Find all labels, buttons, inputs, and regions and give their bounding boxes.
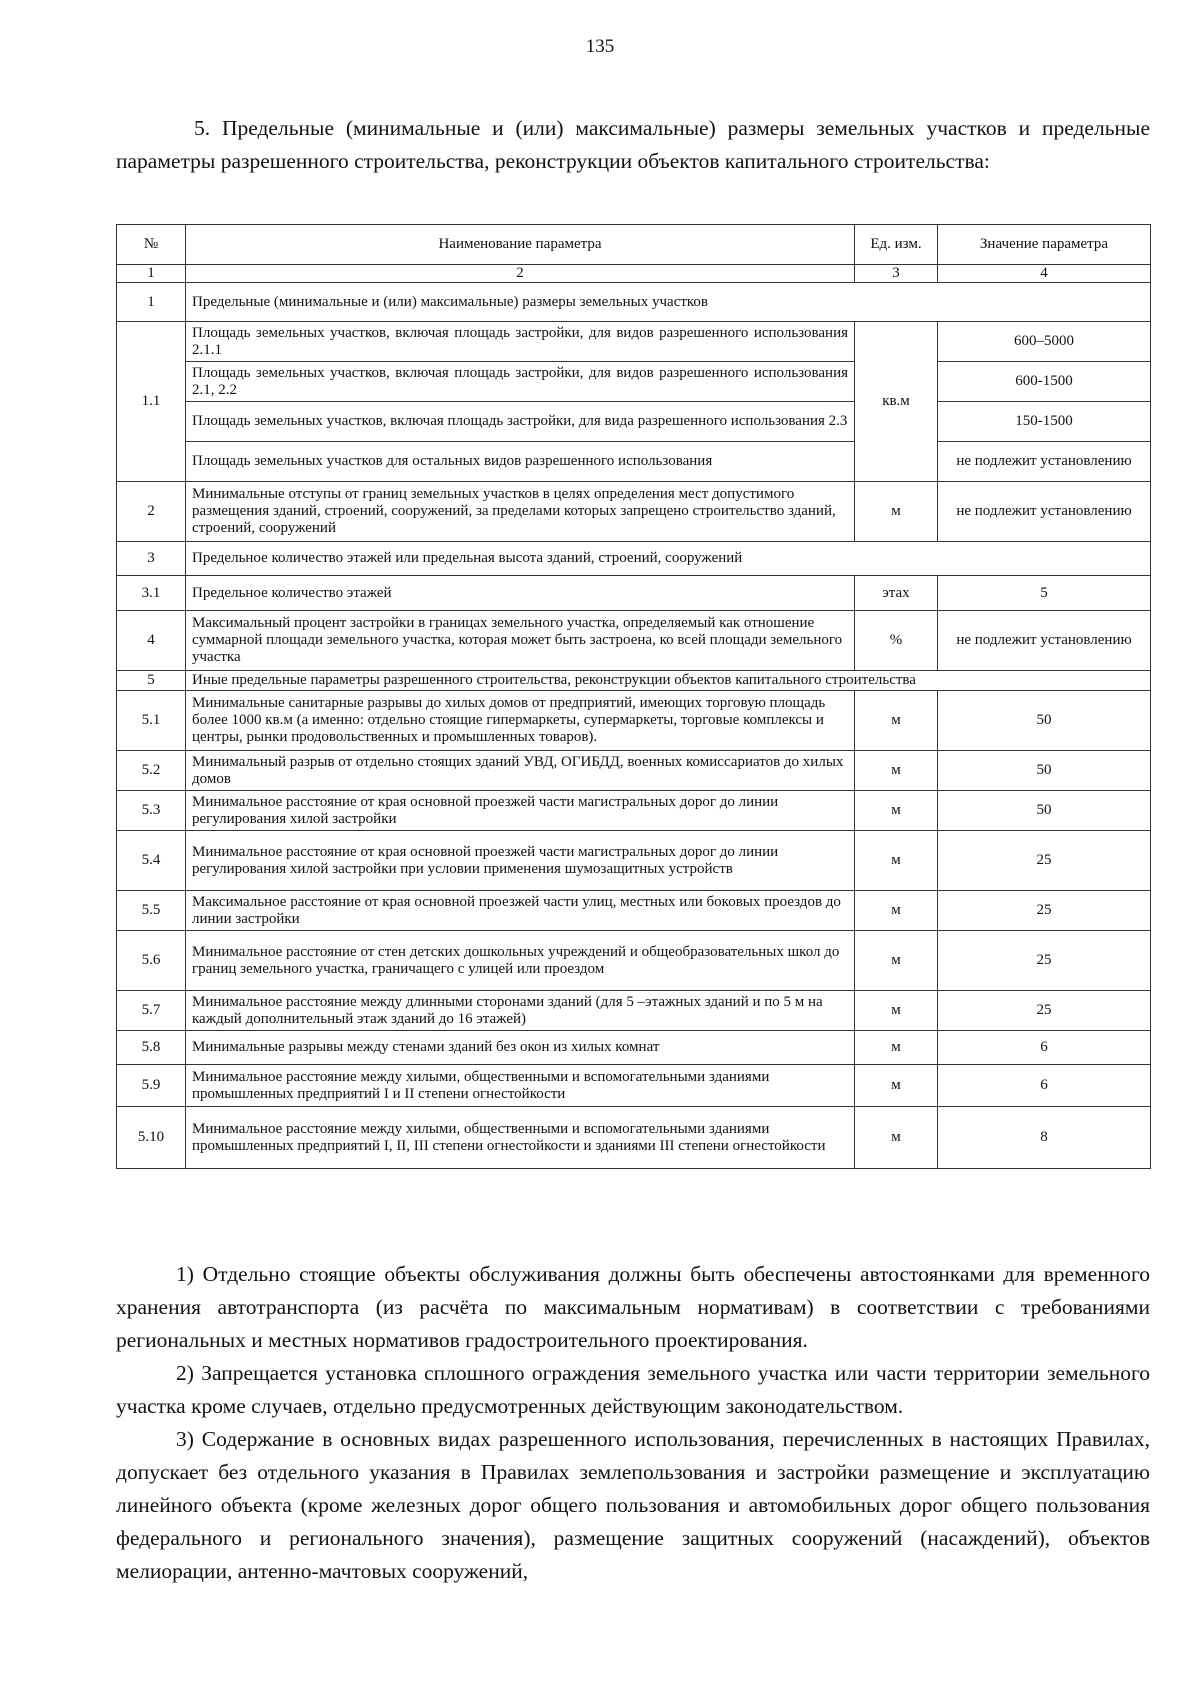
row-unit: % [855, 611, 938, 671]
row-num: 5.7 [117, 991, 186, 1031]
col-number: 1 [117, 265, 186, 283]
row-name: Максимальное расстояние от края основной проезжей части улиц, местных или боковых проездов до линии застройки [186, 891, 855, 931]
row-section-title: Иные предельные параметры разрешенного строительства, реконструкции объектов капитального строительства [186, 671, 1151, 691]
column-number-row [117, 265, 1151, 283]
row-num: 5.5 [117, 891, 186, 931]
section-heading: 5. Предельные (минимальные и (или) максимальные) размеры земельных участков и предельные параметры разрешенного строительства, реконструкции объектов капитального строительства: [116, 116, 1150, 173]
row-unit: м [855, 831, 938, 891]
header-num: № [117, 225, 186, 265]
header-name: Наименование параметра [186, 225, 855, 265]
row-value: 25 [938, 831, 1151, 891]
row-num: 5.3 [117, 791, 186, 831]
row-value: 50 [938, 691, 1151, 751]
table-row [117, 322, 1151, 362]
table-row [117, 831, 1151, 891]
row-num: 4 [117, 611, 186, 671]
row-name: Минимальные санитарные разрывы до хилых домов от предприятий, имеющих торговую площадь более 1000 кв.м (а именно: отдельно стоящие гипермаркеты, супермаркеты, торговые комплексы и центры, рынки продовольственных и промышленных товаров). [186, 691, 855, 751]
header-unit: Ед. изм. [855, 225, 938, 265]
row-num: 5.9 [117, 1065, 186, 1107]
row-name: Минимальные отступы от границ земельных участков в целях определения мест допустимого размещения зданий, строений, сооружений, за пределами которых запрещено строительство зданий, строений, сооружений [186, 482, 855, 542]
row-name: Площадь земельных участков, включая площадь застройки, для видов разрешенного использования 2.1.1 [186, 322, 855, 362]
table-row [117, 482, 1151, 542]
row-value: 5 [938, 576, 1151, 611]
row-value: 6 [938, 1031, 1151, 1065]
row-unit: этах [855, 576, 938, 611]
table-row [117, 402, 1151, 442]
row-value: не подлежит установлению [938, 442, 1151, 482]
parameters-table [116, 224, 1151, 1169]
row-unit: м [855, 482, 938, 542]
row-name: Площадь земельных участков, включая площадь застройки, для вида разрешенного использования 2.3 [186, 402, 855, 442]
table-row [117, 1065, 1151, 1107]
row-unit: м [855, 1107, 938, 1169]
row-value: 50 [938, 791, 1151, 831]
table-row [117, 1031, 1151, 1065]
row-name: Площадь земельных участков, включая площадь застройки, для видов разрешенного использования 2.1, 2.2 [186, 362, 855, 402]
row-name: Минимальное расстояние от края основной проезжей части магистральных дорог до линии регулирования хилой застройки [186, 791, 855, 831]
row-value: 8 [938, 1107, 1151, 1169]
row-num: 3.1 [117, 576, 186, 611]
row-num: 3 [117, 542, 186, 576]
row-name: Площадь земельных участков для остальных видов разрешенного использования [186, 442, 855, 482]
row-unit: м [855, 1065, 938, 1107]
col-number: 3 [855, 265, 938, 283]
row-name: Минимальное расстояние от края основной проезжей части магистральных дорог до линии регулирования хилой застройки при условии применения шумозащитных устройств [186, 831, 855, 891]
row-unit: м [855, 1031, 938, 1065]
row-unit: кв.м [855, 322, 938, 482]
row-unit: м [855, 751, 938, 791]
row-value: 25 [938, 931, 1151, 991]
page-number: 135 [585, 36, 615, 57]
row-value: 25 [938, 891, 1151, 931]
row-value: 600–5000 [938, 322, 1151, 362]
table-row [117, 891, 1151, 931]
notes-section [116, 1258, 1150, 1588]
note-paragraph: 1) Отдельно стоящие объекты обслуживания должны быть обеспечены автостоянками для временного хранения автотранспорта (из расчёта по максимальным нормативам) в соответствии с требованиями региональных и местных нормативов градостроительного проектирования. [116, 1262, 1150, 1352]
row-num: 5.10 [117, 1107, 186, 1169]
row-name: Минимальные разрывы между стенами зданий без окон из хилых комнат [186, 1031, 855, 1065]
table-row [117, 931, 1151, 991]
note-paragraph: 3) Содержание в основных видах разрешенного использования, перечисленных в настоящих Правилах, допускает без отдельного указания в Правилах землепользования и застройки размещение и эксплуатацию линейного объекта (кроме железных дорог общего пользования и автомобильных дорог общего пользования федерального и регионального значения), размещение защитных сооружений (насаждений), объектов мелиорации, антенно-мачтовых сооружений, [116, 1427, 1150, 1583]
header-value: Значение параметра [938, 225, 1151, 265]
row-unit: м [855, 931, 938, 991]
note-paragraph: 2) Запрещается установка сплошного ограждения земельного участка или части территории земельного участка кроме случаев, отдельно предусмотренных действующим законодательством. [116, 1361, 1150, 1418]
row-unit: м [855, 991, 938, 1031]
row-name: Максимальный процент застройки в границах земельного участка, определяемый как отношение суммарной площади земельного участка, которая может быть застроена, ко всей площади земельного участка [186, 611, 855, 671]
row-value: 6 [938, 1065, 1151, 1107]
row-num: 5.4 [117, 831, 186, 891]
row-name: Минимальный разрыв от отдельно стоящих зданий УВД, ОГИБДД, военных комиссариатов до хилых домов [186, 751, 855, 791]
row-name: Предельное количество этажей [186, 576, 855, 611]
row-value: 50 [938, 751, 1151, 791]
table-row [117, 691, 1151, 751]
row-num: 5.2 [117, 751, 186, 791]
table-row [117, 362, 1151, 402]
row-num: 5.1 [117, 691, 186, 751]
row-num: 1 [117, 283, 186, 322]
table-row [117, 1107, 1151, 1169]
row-name: Минимальное расстояние между длинными сторонами зданий (для 5 –этажных зданий и по 5 м на каждый дополнительный этаж зданий до 16 этажей) [186, 991, 855, 1031]
table-row [117, 751, 1151, 791]
row-unit: м [855, 891, 938, 931]
table-row [117, 542, 1151, 576]
row-value: 150-1500 [938, 402, 1151, 442]
row-num: 1.1 [117, 322, 186, 482]
table-row [117, 576, 1151, 611]
row-num: 5 [117, 671, 186, 691]
row-name: Минимальное расстояние между хилыми, общественными и вспомогательными зданиями промышленных предприятий I и II степени огнестойкости [186, 1065, 855, 1107]
row-num: 5.8 [117, 1031, 186, 1065]
row-unit: м [855, 791, 938, 831]
row-section-title: Предельные (минимальные и (или) максимальные) размеры земельных участков [186, 283, 1151, 322]
row-num: 5.6 [117, 931, 186, 991]
table-row [117, 671, 1151, 691]
row-value: не подлежит установлению [938, 482, 1151, 542]
row-name: Минимальное расстояние между хилыми, общественными и вспомогательными зданиями промышленных предприятий I, II, III степени огнестойкости и зданиями III степени огнестойкости [186, 1107, 855, 1169]
row-unit: м [855, 691, 938, 751]
row-num: 2 [117, 482, 186, 542]
table-row [117, 283, 1151, 322]
table-row [117, 791, 1151, 831]
row-name: Минимальное расстояние от стен детских дошкольных учреждений и общеобразовательных школ до границ земельного участка, граничащего с улицей или проездом [186, 931, 855, 991]
table-row [117, 442, 1151, 482]
table-row [117, 611, 1151, 671]
row-section-title: Предельное количество этажей или предельная высота зданий, строений, сооружений [186, 542, 1151, 576]
col-number: 4 [938, 265, 1151, 283]
col-number: 2 [186, 265, 855, 283]
row-value: 25 [938, 991, 1151, 1031]
table-header-row [117, 225, 1151, 265]
row-value: 600-1500 [938, 362, 1151, 402]
row-value: не подлежит установлению [938, 611, 1151, 671]
table-row [117, 991, 1151, 1031]
